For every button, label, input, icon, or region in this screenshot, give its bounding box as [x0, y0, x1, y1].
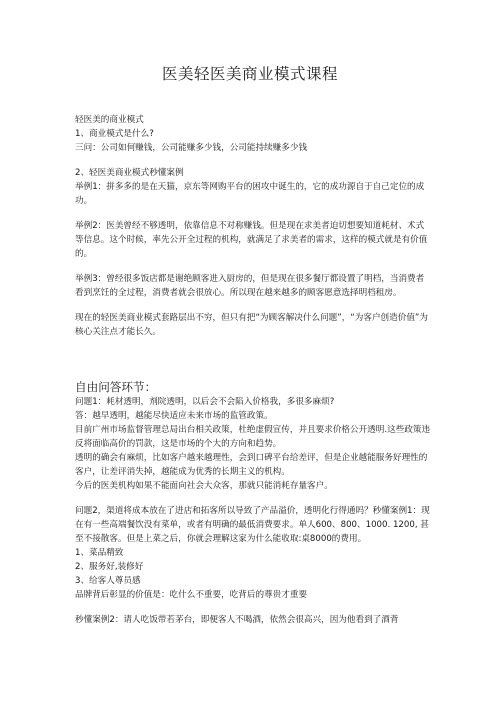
paragraph-gap [75, 602, 431, 613]
paragraph-line: 轻医美的商业模式 [75, 115, 144, 125]
section-heading: 自由问答环节： [75, 380, 157, 394]
paragraph-line: 1、商业模式是什么? [75, 129, 154, 139]
paragraph-line: 今后的医美机构如果不能面向社会大众客，那就只能消耗存量客户。 [75, 481, 333, 491]
paragraph-gap [75, 155, 431, 166]
paragraph-line: 举例1：拼多多的是在天猫，京东等网购平台的困攻中诞生的，它的成功源自于自己定位的成功。 [75, 182, 425, 206]
paragraph-gap [75, 300, 431, 311]
paragraph-line: 2、轻医美商业模式秒懂案例 [75, 168, 184, 178]
document-body [75, 113, 431, 627]
paragraph-gap [75, 208, 431, 219]
paragraph-line: 答：越早透明，越能尽快适应未来市场的监管政策。 [75, 411, 273, 421]
paragraph-line: 品牌背后彰显的价值是：吃什么不重要，吃背后的尊贵才重要 [75, 590, 308, 600]
paragraph-line: 目前广州市场监督管理总局出台相关政策，杜绝虚假宣传，并且要求价格公开透明.这些政策违反将面临高价的罚款，这是市场的个大的方向和趋势。 [75, 425, 431, 449]
paragraph-line: 透明的确会有麻烦，比如客户越来越理性，会到口碑平台给差评，但是企业越能服务好理性的客户，让差评消失掉，越能成为优秀的长期主义的机构。 [75, 453, 428, 477]
paragraph-line: 秒懂案例2：请人吃饭带若茅台，即便客人不喝酒，依然会很高兴，因为他看到了酒背 [75, 615, 399, 625]
paragraph-line: 2、服务好,装修好 [75, 562, 144, 572]
paragraph-line: 问题2，渠道将成本放在了进店和拓客所以导致了产品溢价，透明化行得通吗？秒懂案例1：现在有一些高端餐饮没有菜单，或者有明确的最低消费要求。单人600、800、1000. 1200, 甚至不接散客。但是上菜之后，你就会理解这家为什么能收取:桌8000的费用。 [75, 506, 430, 544]
paragraph-line: 举例3：曾经很多饭店都是谢绝顾客进入厨房的，但是现在很多餐厅都设置了明档，当消费者看到烹饪的全过程，消费者就会很放心。所以现在越来越多的顾客愿意选择明档租房。 [75, 274, 425, 298]
paragraph-line: 举例2：医美曾经不够透明，依靠信息不对称赚钱。但是现在求美者迫切想要知道耗材、术式等信息。这个时候，率先公开全过程的机构，就满足了求美者的需求，这样的模式就是有价值的。 [75, 221, 428, 259]
document-title: 医美轻医美商业模式课程 [161, 65, 338, 83]
paragraph-line: 三问：公司如何赚钱，公司能赚多少钱，公司能持续赚多少钱 [75, 143, 308, 153]
paragraph-gap [75, 493, 431, 504]
section-gap [75, 339, 431, 379]
paragraph-line: 3、给客人尊员感 [75, 576, 141, 586]
paragraph-line: 现在的轻医美商业模式套路层出不穷，但只有把“为顾客解决什么问题”，“为客户创造价值”为核心关注点才能长久。 [75, 313, 428, 337]
paragraph-line: 问题1：耗材透明，剂院透明，以后会不会陷入价格我，多很多麻烦? [75, 397, 335, 407]
paragraph-line: 1、菜品精致 [75, 548, 124, 558]
paragraph-gap [75, 261, 431, 272]
